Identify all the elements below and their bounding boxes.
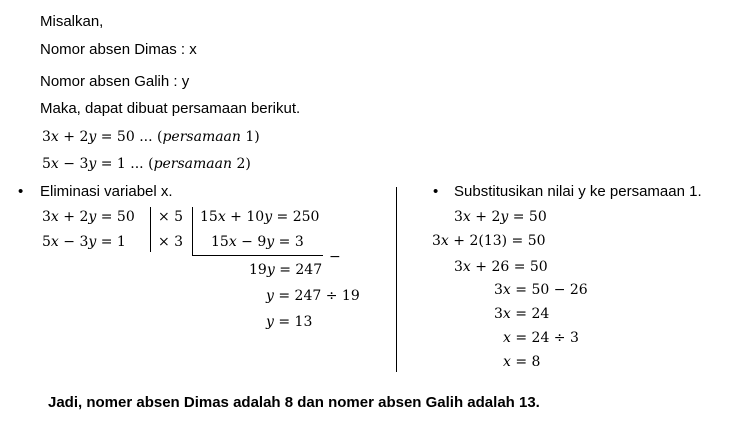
intro-galih: Nomor absen Galih : y bbox=[40, 73, 190, 90]
sub-step: x = 8 bbox=[503, 354, 541, 370]
sub-step: x = 24 ÷ 3 bbox=[503, 330, 579, 346]
subtract-operator: − bbox=[329, 249, 341, 265]
elim-res1: 15x + 10y = 250 bbox=[200, 209, 320, 225]
divider bbox=[192, 207, 193, 256]
elimination-title: Eliminasi variabel x. bbox=[40, 183, 173, 200]
elim-step2: y = 247 ÷ 19 bbox=[266, 288, 360, 304]
elim-step3: y = 13 bbox=[266, 314, 313, 330]
sub-step: 3x + 2y = 50 bbox=[454, 209, 547, 225]
column-divider bbox=[396, 187, 397, 372]
equation-2: 5x − 3y = 1 ... (persamaan 2) bbox=[42, 156, 251, 172]
multiplier-2: × 3 bbox=[158, 234, 184, 250]
sub-step: 3x + 26 = 50 bbox=[454, 259, 548, 275]
sub-step: 3x = 24 bbox=[494, 306, 550, 322]
bullet: • bbox=[18, 183, 24, 200]
intro-then: Maka, dapat dibuat persamaan berikut. bbox=[40, 100, 301, 117]
elim-step1: 19y = 247 bbox=[249, 262, 323, 278]
equation-1: 3x + 2y = 50 ... (persamaan 1) bbox=[42, 129, 260, 145]
conclusion: Jadi, nomer absen Dimas adalah 8 dan nomer absen Galih adalah 13. bbox=[48, 394, 540, 411]
multiplier-1: × 5 bbox=[158, 209, 184, 225]
elim-eq2: 5x − 3y = 1 bbox=[42, 234, 126, 250]
sub-step: 3x + 2(13) = 50 bbox=[432, 233, 546, 249]
substitution-title: Substitusikan nilai y ke persamaan 1. bbox=[454, 183, 702, 200]
divider bbox=[150, 207, 151, 252]
intro-dimas: Nomor absen Dimas : x bbox=[40, 41, 197, 58]
bullet: • bbox=[433, 183, 439, 200]
intro-let: Misalkan, bbox=[40, 13, 104, 30]
elim-res2: 15x − 9y = 3 bbox=[211, 234, 304, 250]
sum-line bbox=[193, 255, 323, 256]
elim-eq1: 3x + 2y = 50 bbox=[42, 209, 135, 225]
sub-step: 3x = 50 − 26 bbox=[494, 282, 588, 298]
